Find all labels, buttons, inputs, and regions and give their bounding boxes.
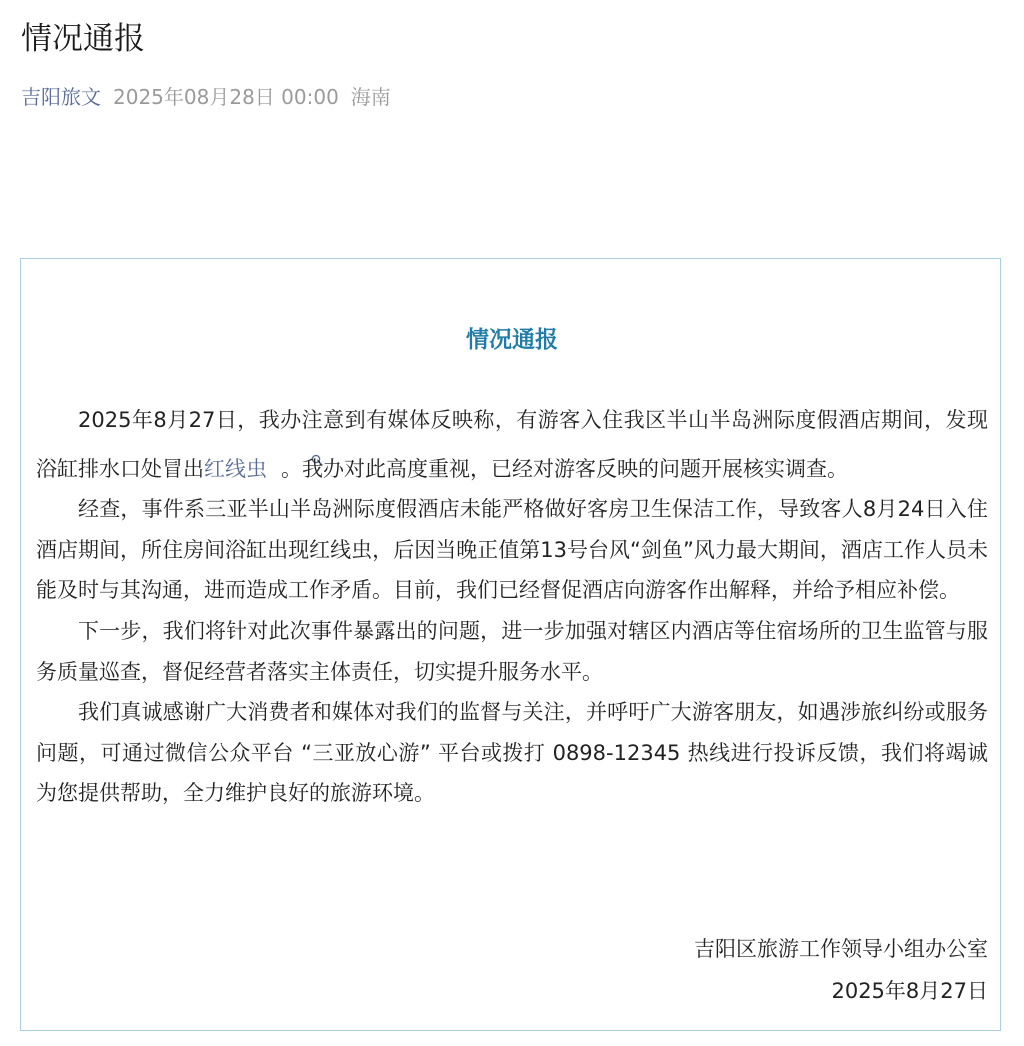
signature-org: 吉阳区旅游工作领导小组办公室: [694, 937, 988, 961]
publish-time: 2025年08月28日 00:00: [113, 85, 339, 109]
keyword-link[interactable]: 红线虫: [204, 456, 267, 481]
region-label: 海南: [350, 85, 391, 109]
article-meta: [21, 80, 391, 114]
notice-title: 情况通报: [466, 327, 558, 353]
paragraph-3: 下一步，我们将针对此次事件暴露出的问题，进一步加强对辖区内酒店等住宿场所的卫生监管与服务质量巡查，督促经营者落实主体责任，切实提升服务水平。: [36, 618, 988, 684]
paragraph-1-text-a: 2025年8月27日，我办注意到有媒体反映称，有游客入住我区半山半岛洲际度假酒店期间，发现浴缸排水口处冒出: [36, 408, 988, 481]
signature-date: 2025年8月27日: [831, 979, 988, 1003]
notice-body: [36, 400, 988, 814]
paragraph-4: 我们真诚感谢广大消费者和媒体对我们的监督与关注，并呼吁广大游客朋友，如遇涉旅纠纷或服务问题，可通过微信公众平台 “三亚放心游” 平台或拨打 0898-12345 热线进行投诉反馈，我们将竭诚为您提供帮助，全力维护良好的旅游环境。: [36, 700, 988, 806]
paragraph-1: [36, 400, 988, 489]
search-icon[interactable]: [269, 441, 281, 455]
author-link[interactable]: 吉阳旅文: [21, 85, 101, 109]
paragraph-1-text-b: 。我办对此高度重视，已经对游客反映的问题开展核实调查。: [281, 456, 848, 481]
paragraph-2: 经查，事件系三亚半山半岛洲际度假酒店未能严格做好客房卫生保洁工作，导致客人8月24日入住酒店期间，所住房间浴缸出现红线虫，后因当晚正值第13号台风“剑鱼”风力最大期间，酒店工作人员未能及时与其沟通，进而造成工作矛盾。目前，我们已经督促酒店向游客作出解释，并给予相应补偿。: [36, 497, 988, 603]
signature-block: [694, 928, 988, 1012]
page-title: 情况通报: [21, 21, 145, 57]
